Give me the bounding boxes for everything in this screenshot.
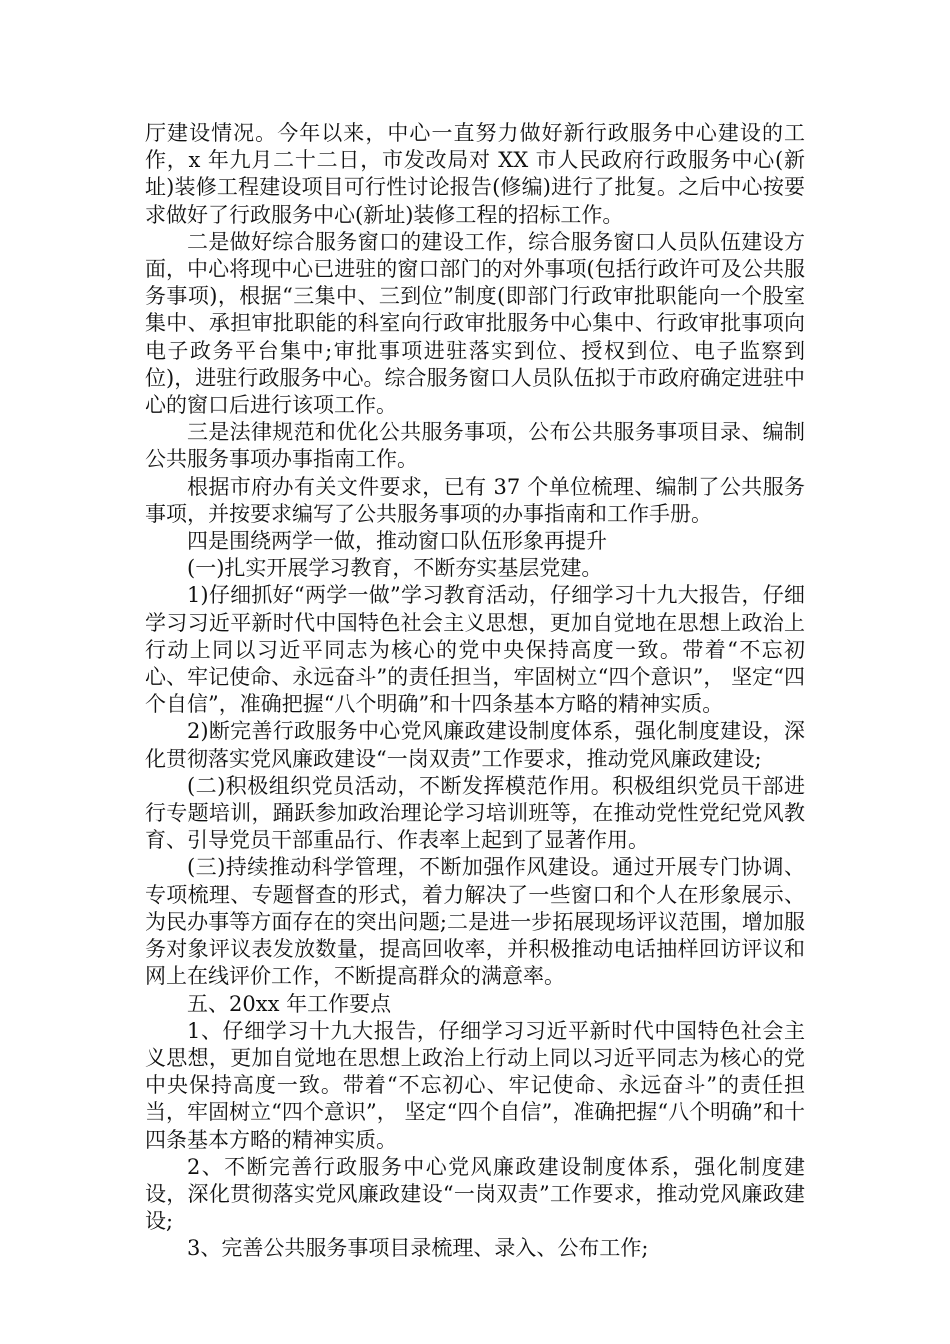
- paragraph: 二是做好综合服务窗口的建设工作，综合服务窗口人员队伍建设方面，中心将现中心已进驻的窗口部门的对外事项(包括行政许可及公共服务事项)，根据“三集中、三到位”制度(即部门行政审批职能向一个股室集中、承担审批职能的科室向行政审批服务中心集中、行政审批事项向电子政务平台集中;审批事项进驻落实到位、授权到位、电子监察到位)，进驻行政服务中心。综合服务窗口人员队伍拟于市政府确定进驻中心的窗口后进行该项工作。: [145, 229, 805, 418]
- paragraph: (三)持续推动科学管理，不断加强作风建设。通过开展专门协调、专项梳理、专题督查的形式，着力解决了一些窗口和个人在形象展示、为民办事等方面存在的突出问题;二是进一步拓展现场评议范围，增加服务对象评议表发放数量，提高回收率，并积极推动电话抽样回访评议和网上在线评价工作，不断提高群众的满意率。: [145, 855, 805, 989]
- subsection-heading: (一)扎实开展学习教育，不断夯实基层党建。: [187, 556, 603, 581]
- list-item: 3、完善公共服务事项目录梳理、录入、公布工作;: [187, 1236, 649, 1261]
- list-item: 2、不断完善行政服务中心党风廉政建设制度体系，强化制度建设，深化贯彻落实党风廉政建设“一岗双责”工作要求，推动党风廉政建设;: [145, 1154, 805, 1234]
- paragraph: 2)断完善行政服务中心党风廉政建设制度体系，强化制度建设，深化贯彻落实党风廉政建设“一岗双责”工作要求，推动党风廉政建设;: [145, 719, 805, 771]
- paragraph: 厅建设情况。今年以来，中心一直努力做好新行政服务中心建设的工作，x 年九月二十二日，市发改局对 XX 市人民政府行政服务中心(新址)装修工程建设项目可行性讨论报告(修编)进行了批复。之后中心按要求做好了行政服务中心(新址)装修工程的招标工作。: [145, 121, 805, 227]
- section-heading: 五、20xx 年工作要点: [187, 991, 392, 1016]
- list-item: 1、仔细学习十九大报告，仔细学习习近平新时代中国特色社会主义思想，更加自觉地在思想上政治上行动上同以习近平同志为核心的党中央保持高度一致。带着“不忘初心、牢记使命、永远奋斗”的责任担当，牢固树立“四个意识”， 坚定“四个自信”，准确把握“八个明确”和十四条基本方略的精神实质。: [145, 1018, 805, 1152]
- document-body: [145, 120, 805, 1263]
- paragraph: (二)积极组织党员活动，不断发挥模范作用。积极组织党员干部进行专题培训，踊跃参加政治理论学习培训班等，在推动党性党纪党风教育、引导党员干部重品行、作表率上起到了显著作用。: [145, 773, 805, 853]
- paragraph: 根据市府办有关文件要求，已有 37 个单位梳理、编制了公共服务事项，并按要求编写了公共服务事项的办事指南和工作手册。: [145, 474, 805, 526]
- paragraph: 三是法律规范和优化公共服务事项，公布公共服务事项目录、编制公共服务事项办事指南工作。: [145, 420, 805, 472]
- paragraph: 1)仔细抓好“两学一做”学习教育活动，仔细学习十九大报告，仔细学习习近平新时代中国特色社会主义思想，更加自觉地在思想上政治上行动上同以习近平同志为核心的党中央保持高度一致。带着“不忘初心、牢记使命、永远奋斗”的责任担当，牢固树立“四个意识”， 坚定“四个自信”，准确把握“八个明确”和十四条基本方略的精神实质。: [145, 583, 805, 717]
- section-heading: 四是围绕两学一做，推动窗口队伍形象再提升: [187, 529, 607, 554]
